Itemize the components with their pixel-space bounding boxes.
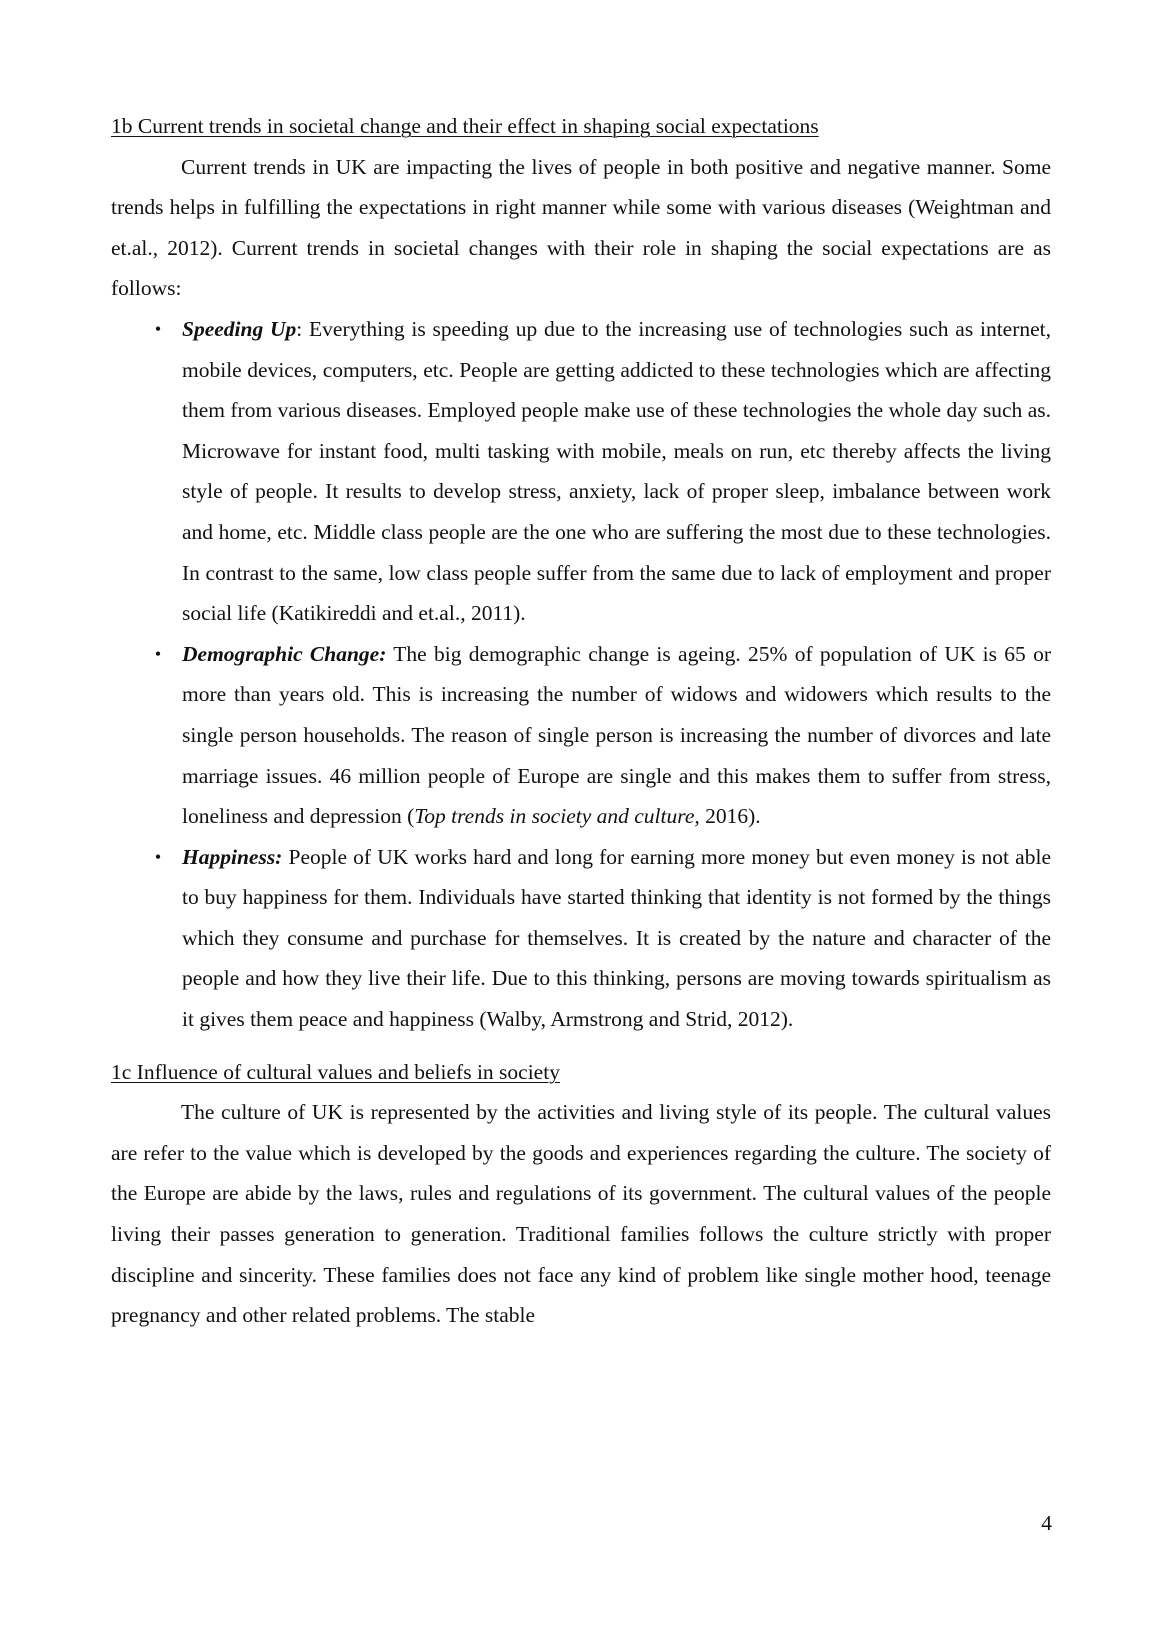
bullet-icon: •	[154, 318, 162, 339]
bullet-text: : Everything is speeding up due to the increasing use of technologies such as internet, mobile devices, computers, etc. People are getting addicted to these technologies which are affecting them from various diseases. Employed people make use of these technologies the whole day such as. Microwave for instant food, multi tasking with mobile, meals on run, etc thereby affects the living style of people. It results to develop stress, anxiety, lack of proper sleep, imbalance between work and home, etc. Middle class people are the one who are suffering the most due to these technologies. In contrast to the same, low class people suffer from the same due to lack of employment and proper social life (Katikireddi and et.al., 2011).	[182, 316, 1052, 626]
page-number: 4	[1041, 1511, 1052, 1535]
document-page	[111, 106, 1051, 1336]
bullet-citation: Top trends in society and culture,	[414, 804, 700, 829]
section-heading-1c: 1c Influence of cultural values and beliefs in society	[111, 1059, 560, 1084]
section-1b-intro-paragraph: Current trends in UK are impacting the lives of people in both positive and negative manner. Some trends helps in fulfilling the expectations in right manner while some with various diseases (Weightman and et.al., 2012). Current trends in societal changes with their role in shaping the social expectations are as follows:	[111, 154, 1051, 301]
bullet-item-demographic-change	[111, 634, 1051, 837]
bullet-item-happiness	[111, 837, 1051, 1040]
bullet-text: People of UK works hard and long for earning more money but even money is not able to buy happiness for them. Individuals have started thinking that identity is not formed by the things which they consume and purchase for themselves. It is created by the nature and character of the people and how they live their life. Due to this thinking, persons are moving towards spiritualism as it gives them peace and happiness (Walby, Armstrong and Strid, 2012).	[182, 844, 1051, 1032]
bullet-text: The big demographic change is ageing. 25% of population of UK is 65 or more than years old. This is increasing the number of widows and widowers which results to the single person households. The reason of single person is increasing the number of divorces and late marriage issues. 46 million people of Europe are single and this makes them to suffer from stress, loneliness and depression (	[182, 641, 1051, 829]
bullet-icon: •	[154, 846, 162, 867]
section-1c-paragraph: The culture of UK is represented by the activities and living style of its people. The cultural values are refer to the value which is developed by the goods and experiences regarding the culture. The society of the Europe are abide by the laws, rules and regulations of its government. The cultural values of the people living their passes generation to generation. Traditional families follows the culture strictly with proper discipline and sincerity. These families does not face any kind of problem like single mother hood, teenage pregnancy and other related problems. The stable	[111, 1100, 1051, 1328]
bullet-term: Demographic Change:	[182, 641, 387, 666]
bullet-icon: •	[154, 643, 162, 664]
bullet-term: Happiness:	[182, 844, 283, 869]
bullet-text-after: 2016).	[699, 804, 761, 829]
bullet-item-speeding-up	[111, 309, 1051, 634]
trends-bullet-list	[111, 309, 1051, 1040]
section-heading-1b: 1b Current trends in societal change and their effect in shaping social expectations	[111, 114, 819, 138]
bullet-term: Speeding Up	[182, 316, 297, 341]
